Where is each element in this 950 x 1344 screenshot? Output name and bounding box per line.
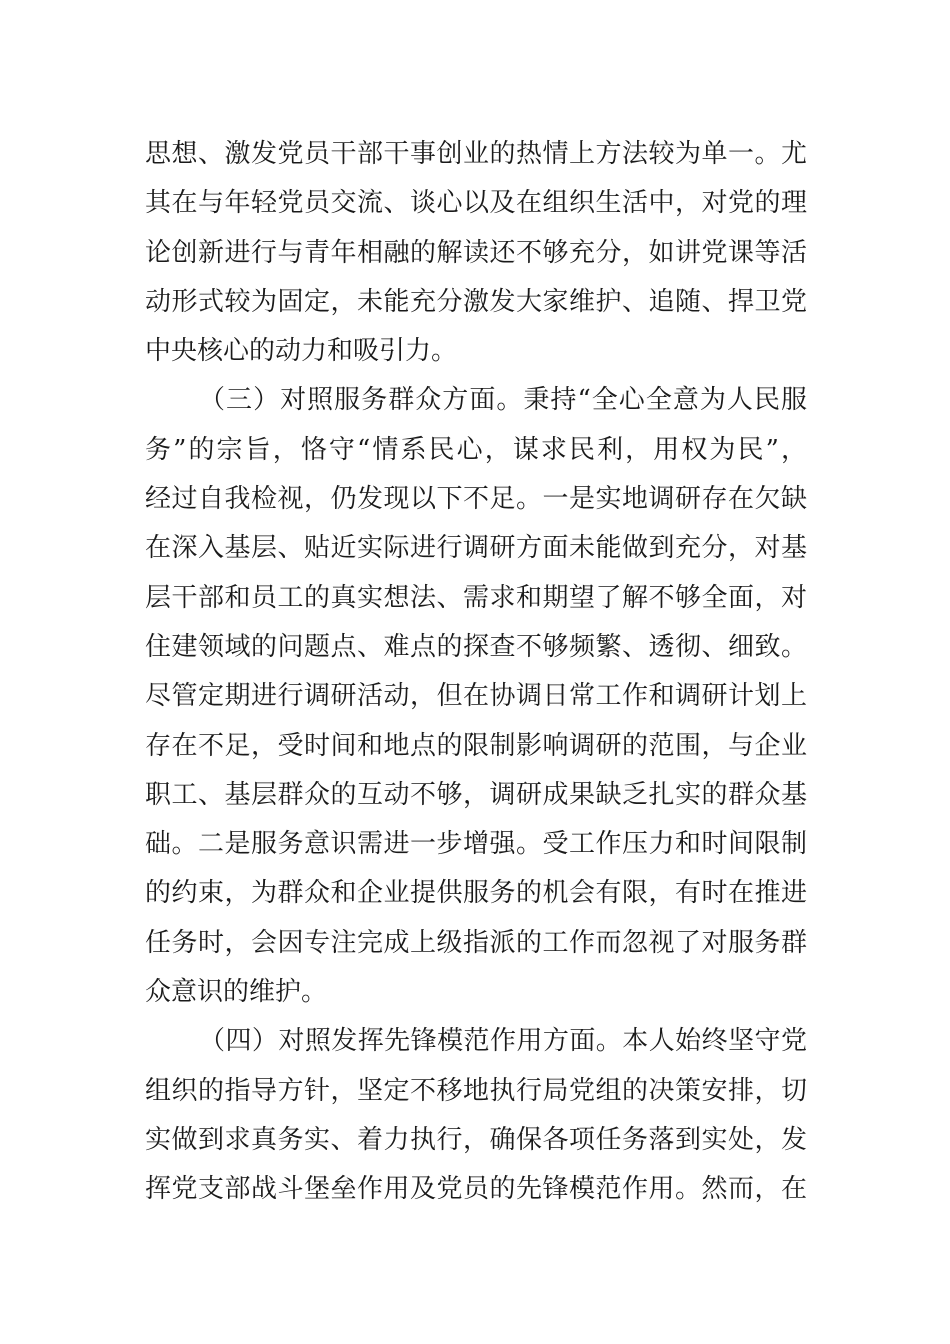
text-line-18: 众意识的维护。 (145, 977, 328, 1008)
text-line-14: 职工、基层群众的互动不够，调研成果缺乏扎实的群众基 (145, 779, 807, 810)
text-line-22: 挥党支部战斗堡垒作用及党员的先锋模范作用。然而，在 (145, 1174, 807, 1205)
text-line-15: 础。二是服务意识需进一步增强。受工作压力和时间限制 (145, 829, 807, 860)
body-text (145, 130, 807, 1215)
text-line-16: 的约束，为群众和企业提供服务的机会有限，有时在推进 (145, 878, 807, 909)
text-line-3: 论创新进行与青年相融的解读还不够充分，如讲党课等活 (145, 237, 807, 268)
text-line-8: 经过自我检视，仍发现以下不足。一是实地调研存在欠缺 (145, 484, 807, 515)
text-line-12: 尽管定期进行调研活动，但在协调日常工作和调研计划上 (145, 681, 807, 712)
text-line-21: 实做到求真务实、着力执行，确保各项任务落到实处，发 (145, 1124, 807, 1155)
text-line-13: 存在不足，受时间和地点的限制影响调研的范围，与企业 (145, 730, 807, 761)
text-line-17: 任务时，会因专注完成上级指派的工作而忽视了对服务群 (145, 927, 807, 958)
text-line-11: 住建领域的问题点、难点的探查不够频繁、透彻、细致。 (145, 631, 807, 662)
text-line-10: 层干部和员工的真实想法、需求和期望了解不够全面，对 (145, 582, 807, 613)
text-line-4: 动形式较为固定，未能充分激发大家维护、追随、捍卫党 (145, 286, 807, 317)
text-line-7: 务”的宗旨，恪守“情系民心，谋求民利，用权为民”， (145, 434, 807, 465)
section-four-heading-line: （四）对照发挥先锋模范作用方面。本人始终坚守党 (199, 1026, 807, 1057)
text-line-9: 在深入基层、贴近实际进行调研方面未能做到充分，对基 (145, 533, 807, 564)
section-three-heading-line: （三）对照服务群众方面。秉持“全心全意为人民服 (199, 385, 807, 416)
text-line-2: 其在与年轻党员交流、谈心以及在组织生活中，对党的理 (145, 188, 807, 219)
text-line-20: 组织的指导方针，坚定不移地执行局党组的决策安排，切 (145, 1075, 807, 1106)
text-line-1: 思想、激发党员干部干事创业的热情上方法较为单一。尤 (145, 139, 807, 169)
text-line-5: 中央核心的动力和吸引力。 (145, 336, 458, 367)
